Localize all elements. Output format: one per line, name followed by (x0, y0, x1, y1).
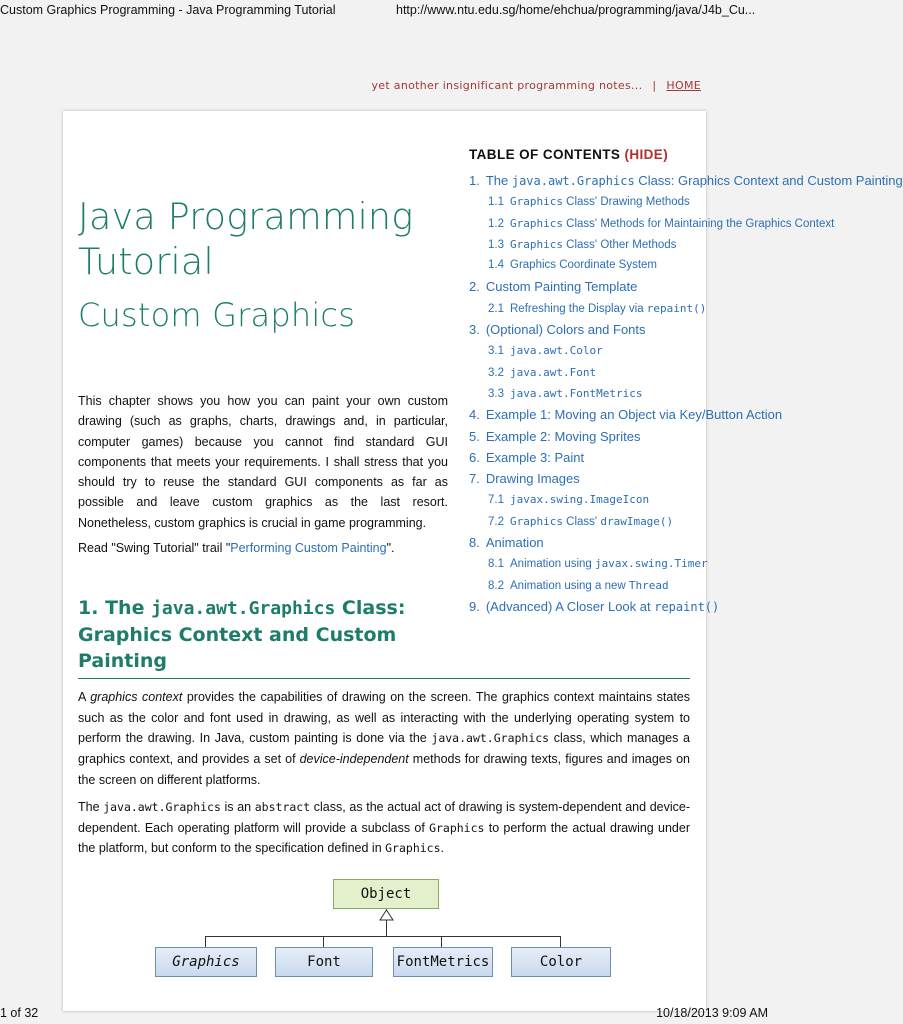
toc-hide-toggle[interactable]: (HIDE) (624, 147, 669, 162)
toc-item-code: Graphics (510, 195, 563, 209)
para1-text: methods for drawing texts, figures and images on the screen on different platforms. (78, 752, 690, 787)
toc-item-text: Class' Other Methods (562, 238, 677, 251)
toc-item-text: The (485, 173, 512, 188)
nav-separator: | (652, 79, 657, 92)
toc-item-code: Graphics (510, 514, 563, 528)
font-class-box: Font (275, 947, 373, 977)
toc-item-number: 1.1 (488, 196, 504, 209)
toc-item-number: 1.3 (488, 238, 504, 251)
top-nav (372, 79, 702, 92)
toc-item[interactable] (469, 404, 783, 425)
toc-item[interactable] (469, 213, 835, 234)
hierarchy-bar (205, 936, 561, 937)
class-hierarchy-diagram (143, 869, 643, 1011)
toc-item-code: repaint() (646, 301, 707, 315)
para2-code: Graphics (385, 841, 441, 856)
read-suffix: ". (386, 541, 395, 555)
toc-item-code: repaint() (654, 599, 720, 614)
object-class-box: Object (333, 879, 439, 909)
document-url: http://www.ntu.edu.sg/home/ehchua/programming/java/J4b_Cu... (396, 3, 756, 17)
child-connector (323, 936, 324, 947)
toc-item-number: 9. (469, 598, 480, 614)
toc-item-text: Example 1: Moving an Object via Key/Button Action (485, 407, 783, 423)
toc-item-text: Class' Drawing Methods (562, 196, 690, 209)
article-page (63, 111, 903, 1011)
section-1-number: 1. (78, 597, 99, 619)
toc-item-text: Custom Painting Template (485, 279, 638, 295)
toc-item-code: javax.swing.ImageIcon (510, 493, 650, 507)
section-1-pre: The (105, 597, 152, 619)
print-datetime: 10/18/2013 9:09 AM (656, 1006, 768, 1020)
toc-item-number: 7. (469, 471, 480, 487)
toc-item-number: 2.1 (488, 302, 504, 315)
toc-item-code: Thread (628, 578, 669, 592)
read-prefix: Read "Swing Tutorial" trail " (78, 541, 231, 555)
toc-item-text: Animation using (510, 558, 596, 571)
toc-item[interactable] (469, 383, 706, 404)
document-title: Custom Graphics Programming - Java Programming Tutorial (0, 3, 336, 17)
child-connector (205, 936, 206, 947)
toc-item[interactable] (469, 340, 706, 361)
toc-item-text: Animation (485, 535, 544, 551)
color-class-box: Color (511, 947, 611, 977)
toc-item-number: 2. (469, 279, 480, 295)
toc-item[interactable] (469, 298, 706, 319)
toc-item-code: Graphics (510, 216, 563, 230)
toc-item-text: (Advanced) A Closer Look at (485, 598, 655, 614)
toc-item-number: 4. (469, 407, 480, 423)
toc-item-code: drawImage() (600, 514, 674, 528)
toc-item[interactable] (469, 191, 706, 212)
toc-item-text: Example 2: Moving Sprites (485, 428, 641, 444)
print-header (0, 0, 768, 24)
toc-item[interactable] (469, 362, 706, 383)
para2-text: class, as the actual act of drawing is system-dependent and device-dependent. Each operating platform will provide a subclass of (78, 800, 690, 835)
para2-code: abstract (254, 800, 311, 814)
toc-item[interactable] (469, 319, 706, 340)
performing-custom-painting-link[interactable]: Performing Custom Painting (230, 541, 387, 555)
toc-item-text: Refreshing the Display via (510, 302, 647, 315)
toc-item-number: 1. (469, 173, 480, 188)
para1-text: A (78, 690, 91, 704)
toc-item-number: 3.2 (488, 366, 504, 379)
toc-item-text: Example 3: Paint (485, 449, 585, 465)
toc-item-number: 1.2 (488, 217, 504, 230)
graphics-context-paragraph (78, 687, 690, 791)
para1-text: provides the capabilities of drawing on the screen. The graphics context maintains states such as the color and font used in drawing, as well as interacting with the underlying operating system to perform the drawing. In Java, custom painting is done via the (78, 690, 690, 746)
para1-emphasis: graphics context (90, 690, 183, 704)
section-1-code: java.awt.Graphics (151, 598, 336, 619)
toc-item-text: Animation using a new (510, 579, 629, 592)
toc-item-number: 8.2 (488, 579, 504, 592)
para2-code: Graphics (429, 820, 485, 835)
toc-item[interactable] (469, 511, 706, 532)
toc-item[interactable] (469, 575, 706, 596)
toc-item[interactable] (469, 170, 903, 191)
toc-item-code: java.awt.FontMetrics (510, 386, 643, 400)
para2-code: java.awt.Graphics (103, 800, 221, 814)
toc-item[interactable] (469, 255, 706, 276)
toc-item-text: Graphics Coordinate System (510, 259, 658, 272)
toc-item-number: 7.2 (488, 515, 504, 528)
read-tutorial-line (78, 541, 395, 555)
page-number: 1 of 32 (0, 1006, 39, 1020)
child-connector (441, 936, 442, 947)
toc-heading-label: TABLE OF CONTENTS (469, 147, 621, 162)
section-1-post: Class: Graphics Context and Custom Painting (78, 597, 406, 672)
toc-item-code: Graphics (510, 237, 563, 251)
toc-item-number: 8.1 (488, 558, 504, 571)
para2-text: . (440, 841, 444, 856)
toc-item-code: javax.swing.Timer (595, 557, 708, 571)
graphics-class-box: Graphics (155, 947, 257, 977)
toc-item-number: 3.1 (488, 345, 504, 358)
page-subtitle: Custom Graphics (78, 296, 356, 334)
para1-emphasis: device-independent (299, 752, 409, 767)
fontmetrics-class-box: FontMetrics (393, 947, 493, 977)
print-footer (0, 1004, 768, 1024)
table-of-contents (469, 147, 903, 617)
toc-item-code: java.awt.Graphics (511, 174, 635, 188)
toc-item-text: Class' (562, 515, 601, 528)
toc-item-number: 1.4 (488, 259, 504, 272)
child-connector (560, 936, 561, 947)
para2-text: is an (220, 800, 255, 814)
para1-code: java.awt.Graphics (431, 731, 550, 746)
toc-item-number: 7.1 (488, 494, 504, 507)
abstract-class-paragraph (78, 797, 690, 859)
intro-paragraph: This chapter shows you how you can paint your own custom drawing (such as graphs, charts, drawings and, in particular, computer games) because you cannot find standard GUI components that meets your requirements. I shall stress that you should try to reuse the standard GUI components as far as possible and leave custom graphics as the last resort. Nonetheless, custom graphics is crucial in game programming. (78, 394, 448, 530)
toc-item[interactable] (469, 447, 706, 468)
para1-text: class, which manages a graphics context, and provides a set of (78, 731, 690, 767)
toc-item-text: Drawing Images (485, 471, 580, 487)
toc-item[interactable] (469, 234, 706, 255)
toc-heading (469, 147, 706, 162)
toc-item-text: (Optional) Colors and Fonts (485, 322, 646, 338)
toc-item-text: Class' Methods for Maintaining the Graphics Context (562, 217, 835, 230)
toc-item-number: 5. (469, 428, 480, 444)
home-link[interactable]: HOME (666, 79, 701, 92)
toc-item[interactable] (469, 426, 706, 447)
para2-text: The (78, 800, 104, 814)
inheritance-arrow-icon (379, 909, 394, 921)
toc-list (469, 170, 903, 617)
toc-item-code: java.awt.Font (510, 365, 597, 379)
tagline: yet another insignificant programming notes... (371, 79, 643, 92)
toc-item-number: 3.3 (488, 387, 504, 400)
toc-item-code: java.awt.Color (510, 344, 603, 358)
toc-item[interactable] (469, 489, 706, 510)
toc-item[interactable] (469, 276, 706, 297)
toc-item-number: 8. (469, 535, 480, 551)
toc-item[interactable] (469, 532, 706, 553)
toc-item[interactable] (469, 553, 706, 574)
section-rule (78, 678, 690, 679)
toc-item[interactable] (469, 596, 720, 617)
toc-item-text: Class: Graphics Context and Custom Painting (634, 173, 903, 188)
para2-text: to perform the actual drawing under the platform, but conform to the specification defined in (78, 820, 690, 856)
toc-item-number: 3. (469, 322, 480, 338)
toc-item-number: 6. (469, 449, 480, 465)
section-1-heading (78, 595, 438, 674)
toc-item[interactable] (469, 468, 706, 489)
page-title: Java Programming Tutorial (78, 195, 414, 283)
